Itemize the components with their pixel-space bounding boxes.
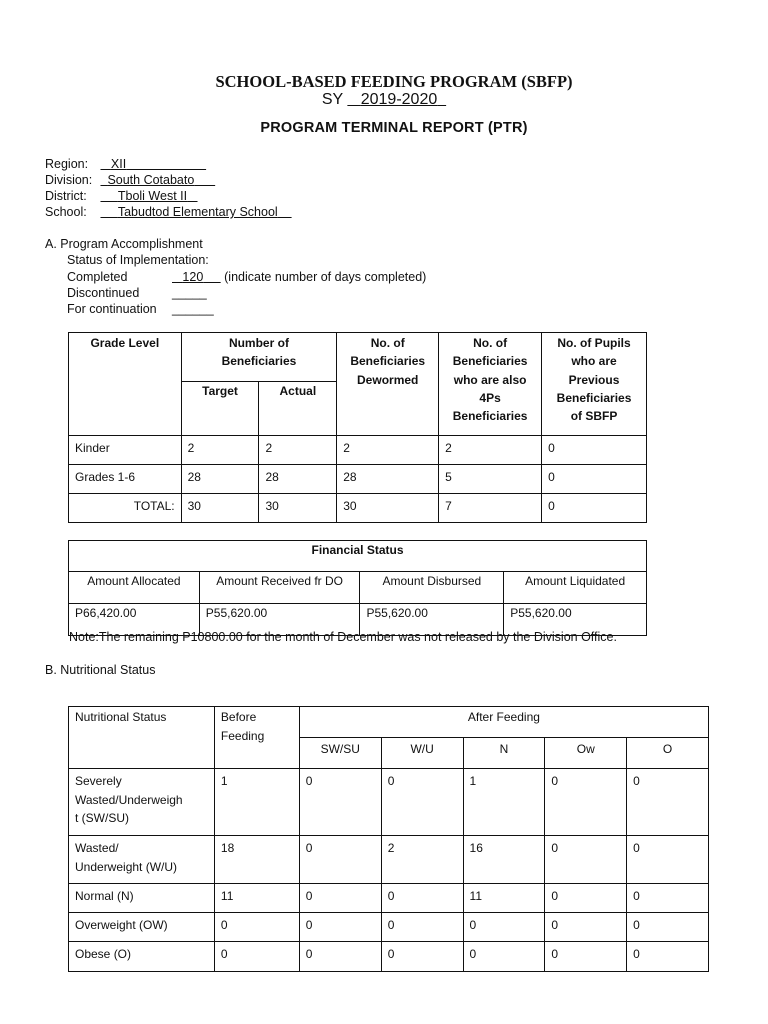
region-value: XII <box>110 157 127 171</box>
header-dewormed: No. of Beneficiaries Dewormed <box>337 333 439 436</box>
table-row: Overweight (OW) 0 0 0 0 0 0 <box>69 913 709 942</box>
discontinued-label: Discontinued <box>67 285 140 300</box>
header-amount-allocated: Amount Allocated <box>69 572 200 604</box>
document-title: SCHOOL-BASED FEEDING PROGRAM (SBFP) <box>215 72 573 91</box>
district-label: District: <box>45 189 87 203</box>
row-label: Normal (N) <box>69 884 215 913</box>
row-label: Severely Wasted/Underweigh t (SW/SU) <box>69 769 215 836</box>
header-target: Target <box>181 382 259 436</box>
completed-line <box>45 269 426 285</box>
sy-value: 2019-2020 <box>360 91 438 108</box>
table-row: Kinder 2 2 2 2 0 <box>69 436 647 465</box>
status-label: Status of Implementation: <box>67 253 209 268</box>
header-previous: No. of Pupils who are Previous Beneficiaries of SBFP <box>542 333 647 436</box>
header-before-feeding: Before Feeding <box>214 707 299 769</box>
section-b-heading: B. Nutritional Status <box>45 663 156 677</box>
completed-note: (indicate number of days completed) <box>224 269 427 284</box>
discontinued-line <box>45 285 426 301</box>
nutrition-table <box>68 706 709 972</box>
header-4ps: No. of Beneficiaries who are also 4Ps Beneficiaries <box>439 333 542 436</box>
header-amount-liquidated: Amount Liquidated <box>504 572 647 604</box>
school-line <box>45 204 292 220</box>
header-number-beneficiaries: Number of Beneficiaries <box>181 333 337 382</box>
table-row: Normal (N) 11 0 0 11 0 0 <box>69 884 709 913</box>
financial-table <box>68 540 647 636</box>
school-value: Tabudtod Elementary School <box>117 205 278 219</box>
continuation-label: For continuation <box>67 302 157 317</box>
district-line <box>45 188 198 204</box>
table-row: Obese (O) 0 0 0 0 0 0 <box>69 942 709 972</box>
table-row: Wasted/ Underweight (W/U) 18 0 2 16 0 0 <box>69 836 709 884</box>
amount-disbursed: P55,620.00 <box>360 604 504 636</box>
beneficiaries-table <box>68 332 647 523</box>
amount-received: P55,620.00 <box>199 604 360 636</box>
table-row: Grades 1-6 28 28 28 5 0 <box>69 465 647 494</box>
continuation-value: ______ <box>172 302 214 317</box>
section-a <box>45 236 426 317</box>
row-label: Wasted/ Underweight (W/U) <box>69 836 215 884</box>
header-grade-level: Grade Level <box>69 333 182 436</box>
header-amount-received: Amount Received fr DO <box>199 572 360 604</box>
school-label: School: <box>45 205 87 219</box>
header-nutritional-status: Nutritional Status <box>69 707 215 769</box>
header-amount-disbursed: Amount Disbursed <box>360 572 504 604</box>
report-title: PROGRAM TERMINAL REPORT (PTR) <box>260 120 528 136</box>
financial-note: Note:The remaining P10800.00 for the month of December was not released by the Division Office. <box>69 630 617 644</box>
sy-label: SY <box>321 91 343 108</box>
region-label: Region: <box>45 157 89 171</box>
header-w-u: W/U <box>381 738 463 769</box>
division-line <box>45 172 215 188</box>
header-o: O <box>627 738 709 769</box>
discontinued-value: _____ <box>172 285 207 300</box>
table-row: Severely Wasted/Underweigh t (SW/SU) 1 0 0 1 0 0 <box>69 769 709 836</box>
header-sw-su: SW/SU <box>299 738 381 769</box>
table-row-total: TOTAL: 30 30 30 7 0 <box>69 494 647 523</box>
row-label: Obese (O) <box>69 942 215 972</box>
section-a-heading: A. Program Accomplishment <box>45 237 203 251</box>
header-n: N <box>463 738 545 769</box>
school-year <box>0 91 768 109</box>
amount-allocated: P66,420.00 <box>69 604 200 636</box>
division-value: South Cotabato <box>107 173 195 187</box>
district-value: Tboli West II <box>117 189 188 203</box>
header-ow: Ow <box>545 738 627 769</box>
continuation-line <box>45 301 426 317</box>
header-after-feeding: After Feeding <box>299 707 708 738</box>
header-actual: Actual <box>259 382 337 436</box>
row-label: Overweight (OW) <box>69 913 215 942</box>
completed-label: Completed <box>67 269 128 284</box>
amount-liquidated: P55,620.00 <box>504 604 647 636</box>
financial-title: Financial Status <box>69 541 647 572</box>
region-line <box>45 156 206 172</box>
division-label: Division: <box>45 173 93 187</box>
completed-value: 120 <box>182 269 204 284</box>
